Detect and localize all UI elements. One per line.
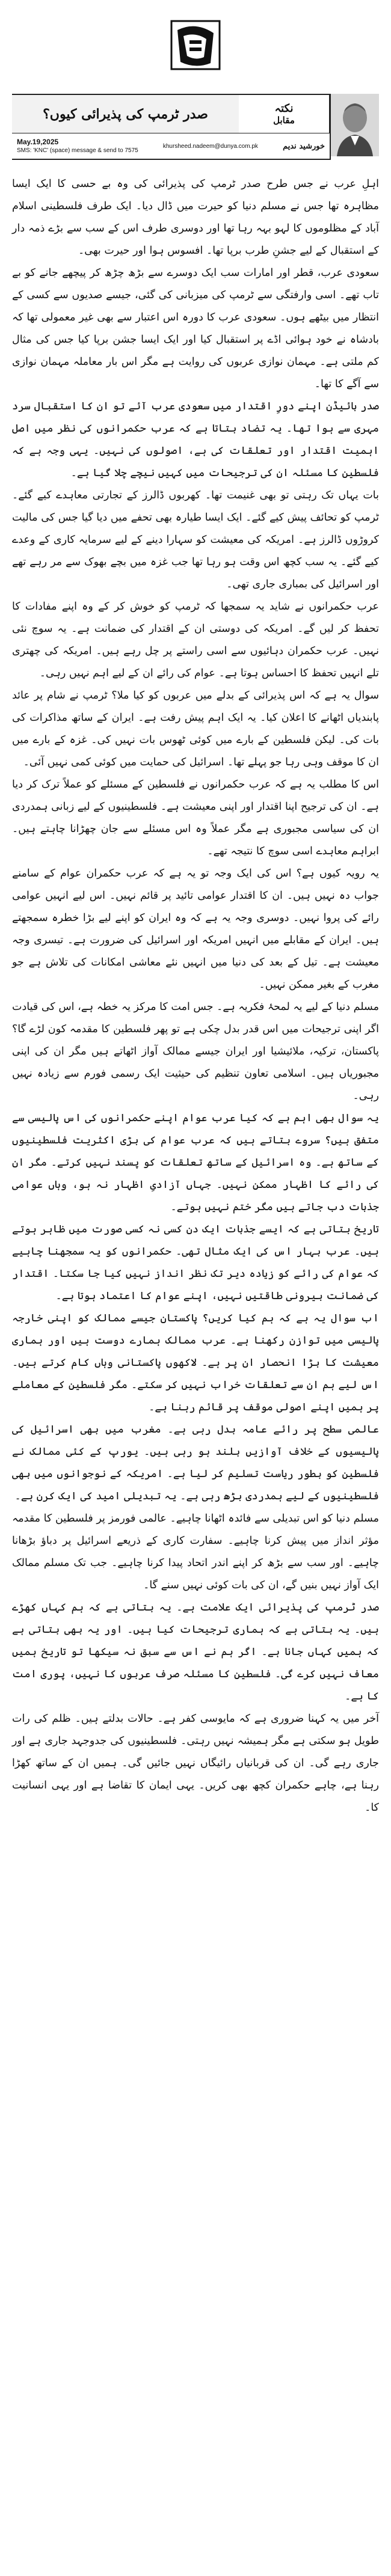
paragraph: صدر ٹرمپ کی پذیرائی ایک علامت ہے۔ یہ بتاتی ہے کہ ہم کہاں کھڑے ہیں۔ یہ بتاتی ہے کہ ہماری ترجیحات کیا ہیں۔ اور یہ بھی بتاتی ہے کہ ہمیں کہاں جانا ہے۔ اگر ہم نے اس سے سبق نہ سیکھا تو تاریخ ہمیں معاف نہیں کرے گی۔ فلسطین کا مسئلہ صرف عربوں کا نہیں، پوری امت کا ہے۔ [12, 1602, 379, 1703]
author-email[interactable]: khursheed.nadeem@dunya.com.pk [162, 142, 258, 150]
paragraph: اب سوال یہ ہے کہ ہم کیا کریں؟ پاکستان جیسے ممالک کو اپنی خارجہ پالیسی میں توازن رکھنا ہے۔ عرب ممالک ہمارے دوست ہیں اور ہماری معیشت کا بڑا انحصار ان پر ہے۔ لاکھوں پاکستانی وہاں کام کرتے ہیں۔ اس لیے ہم ان سے تعلقات خراب نہیں کر سکتے۔ مگر فلسطین کے معاملے پر ہمیں اپنے اصولی موقف پر قائم رہنا ہے۔ [12, 1312, 379, 1413]
paragraph: صدر بائیڈن اپنے دورِ اقتدار میں سعودی عرب آئے تو ان کا استقبال سرد مہری سے ہوا تھا۔ یہ تضاد بتاتا ہے کہ عرب حکمرانوں کی نظر میں اصل اہمیت اقتدار اور تعلقات کی ہے، اصولوں کی نہیں۔ یہی وجہ ہے کہ فلسطین کا مسئلہ ان کی ترجیحات میں کہیں نیچے چلا گیا ہے۔ [12, 400, 379, 479]
author-name: خورشید ندیم [283, 141, 325, 151]
paragraph: بات یہاں تک رہتی تو بھی غنیمت تھا۔ کھربوں ڈالرز کے تجارتی معاہدے کیے گئے۔ ٹرمپ کو تحائف پیش کیے گئے۔ ایک ایسا طیارہ بھی تحفے میں دیا گیا جس کی مالیت کروڑوں ڈالرز ہے۔ امریکہ کی معیشت کو سہارا دینے کے لیے سرمایہ کاری کے وعدے کیے گئے۔ یہ سب کچھ اس وقت ہو رہا تھا جب غزہ میں بچے بھوک سے مر رہے تھے اور اسرائیل کی بمباری جاری تھی۔ [12, 489, 379, 590]
paragraph: آخر میں یہ کہنا ضروری ہے کہ مایوسی کفر ہے۔ حالات بدلتے ہیں۔ ظلم کی رات طویل ہو سکتی ہے مگر ہمیشہ نہیں رہتی۔ فلسطینیوں کی جدوجہد جاری ہے اور جاری رہے گی۔ ان کی قربانیاں رائیگاں نہیں جائیں گی۔ ہمیں ان کے ساتھ کھڑا رہنا ہے، چاہے حکمران کچھ بھی کریں۔ یہی ایمان کا تقاضا ہے اور یہی انسانیت کا۔ [12, 1713, 379, 1814]
column-name-box [239, 95, 330, 133]
column-name-line2: مقابل [273, 114, 295, 126]
paragraph: سعودی عرب، قطر اور امارات سب ایک دوسرے سے بڑھ چڑھ کر پیچھے جانے کو بے تاب تھے۔ اسی وارفتگی سے ٹرمپ کی میزبانی کی گئی، جیسے صدیوں سے کسی کے انتظار میں بیٹھے ہوں۔ سعودی عرب کا دورہ اس اعتبار سے بھی غیر معمولی تھا کہ بادشاہ نے خود ہوائی اڈے پر استقبال کیا اور ایک ایسا جشن برپا کیا جس کی مثال کم ملتی ہے۔ مہمان نوازی عربوں کی روایت ہے مگر اس بار معاملہ مہمان نوازی سے آگے کا تھا۔ [12, 267, 379, 390]
paragraph: عالمی سطح پر رائے عامہ بدل رہی ہے۔ مغرب میں بھی اسرائیل کی پالیسیوں کے خلاف آوازیں بلند ہو رہی ہیں۔ یورپ کے کئی ممالک نے فلسطین کو بطور ریاست تسلیم کر لیا ہے۔ امریکہ کے نوجوانوں میں بھی فلسطینیوں کے لیے ہمدردی بڑھ رہی ہے۔ یہ تبدیلی امید کی ایک کرن ہے۔ [12, 1424, 379, 1502]
paragraph: مسلم دنیا کو اس تبدیلی سے فائدہ اٹھانا چاہیے۔ عالمی فورمز پر فلسطین کا مقدمہ مؤثر انداز میں پیش کرنا چاہیے۔ سفارت کاری کے ذریعے اسرائیل پر دباؤ بڑھانا چاہیے۔ اور سب سے بڑھ کر اپنے اندر اتحاد پیدا کرنا چاہیے۔ جب تک مسلم ممالک ایک آواز نہیں بنیں گے، ان کی بات کوئی نہیں سنے گا۔ [12, 1513, 379, 1591]
page [12, 0, 379, 1819]
paragraph: تاریخ بتاتی ہے کہ ایسے جذبات ایک دن کسی نہ کسی صورت میں ظاہر ہوتے ہیں۔ عرب بہار اس کی ایک مثال تھی۔ حکمرانوں کو یہ سمجھنا چاہیے کہ عوام کی رائے کو زیادہ دیر تک نظر انداز نہیں کیا جا سکتا۔ اقتدار کی ضمانت بیرونی طاقتیں نہیں، اپنے عوام کا اعتماد ہوتا ہے۔ [12, 1223, 379, 1302]
paragraph: یہ سوال بھی اہم ہے کہ کیا عرب عوام اپنے حکمرانوں کی اس پالیسی سے متفق ہیں؟ سروے بتاتے ہیں کہ عرب عوام کی بڑی اکثریت فلسطینیوں کے ساتھ ہے۔ وہ اسرائیل کے ساتھ تعلقات کو پسند نہیں کرتے۔ مگر ان کی رائے کا اظہار ممکن نہیں۔ جہاں آزادیِ اظہار نہ ہو، وہاں عوامی جذبات دب جاتے ہیں مگر ختم نہیں ہوتے۔ [12, 1112, 379, 1213]
dunya-logo [153, 9, 238, 81]
column-name-line1: نکتہ [274, 102, 294, 115]
paragraph: سوال یہ ہے کہ اس پذیرائی کے بدلے میں عربوں کو کیا ملا؟ ٹرمپ نے شام پر عائد پابندیاں اٹھانے کا اعلان کیا۔ یہ ایک اہم پیش رفت ہے۔ ایران کے ساتھ مذاکرات کی بات کی۔ لیکن فلسطین کے بارے میں کوئی ٹھوس بات نہیں کی۔ غزہ کے بارے میں ان کا موقف وہی رہا جو پہلے تھا۔ اسرائیل کی حمایت میں کوئی کمی نہیں آئی۔ [12, 690, 379, 768]
publish-date: May.19,2025 [17, 137, 59, 146]
paragraph: اہلِ عرب نے جس طرح صدر ٹرمپ کی پذیرائی کی وہ بے حسی کا ایک ایسا مظاہرہ تھا جس نے مسلم دنیا کو حیرت میں ڈال دیا۔ ایک طرف فلسطینی اسلام آباد کے مظلوموں کا لہو بہہ رہا تھا اور دوسری طرف اس کے سب سے بڑے ذمہ دار کے استقبال کے لیے جشنِ طرب برپا تھا۔ افسوس ہوا اور حیرت بھی۔ [12, 178, 379, 257]
paragraph: عرب حکمرانوں نے شاید یہ سمجھا کہ ٹرمپ کو خوش کر کے وہ اپنے مفادات کا تحفظ کر لیں گے۔ امریکہ کی دوستی ان کے اقتدار کی ضمانت ہے۔ یہ سوچ نئی نہیں۔ عرب حکمران دہائیوں سے اسی راستے پر چل رہے ہیں۔ امریکہ کی چھتری تلے انہیں تحفظ کا احساس ہوتا ہے۔ عوام کی رائے ان کے لیے اہم نہیں رہی۔ [12, 601, 379, 679]
banner-bottom [12, 133, 330, 159]
banner-top [12, 95, 330, 133]
article-headline: صدر ٹرمپ کی پذیرائی کیوں؟ [12, 95, 239, 133]
date-sms-block [17, 138, 138, 155]
paragraph: اس کا مطلب یہ ہے کہ عرب حکمرانوں نے فلسطین کے مسئلے کو عملاً ترک کر دیا ہے۔ ان کی ترجیح اپنا اقتدار اور اپنی معیشت ہے۔ فلسطینیوں کے لیے زبانی ہمدردی ان کی سیاسی مجبوری ہے مگر عملاً وہ اس مسئلے سے جان چھڑانا چاہتے ہیں۔ ابراہم معاہدے اسی سوچ کا نتیجہ تھے۔ [12, 779, 379, 857]
sms-instruction: SMS: 'KNC' (space) message & send to 7575 [17, 147, 138, 154]
article-body [12, 173, 379, 1819]
paragraph: یہ رویہ کیوں ہے؟ اس کی ایک وجہ تو یہ ہے کہ عرب حکمران عوام کے سامنے جواب دہ نہیں ہیں۔ ان کا اقتدار عوامی تائید پر قائم نہیں۔ اس لیے انہیں عوامی رائے کی پروا نہیں۔ دوسری وجہ یہ ہے کہ وہ ایران کو اپنے لیے بڑا خطرہ سمجھتے ہیں۔ ایران کے مقابلے میں انہیں امریکہ اور اسرائیل کی ضرورت ہے۔ تیسری وجہ معیشت ہے۔ تیل کے بعد کی دنیا میں انہیں نئے معاشی امکانات کی تلاش ہے جو مغرب کے بغیر ممکن نہیں۔ [12, 867, 379, 991]
newspaper-masthead [12, 0, 379, 90]
banner-box [12, 94, 331, 160]
column-banner [12, 94, 379, 160]
paragraph: مسلم دنیا کے لیے یہ لمحۂ فکریہ ہے۔ جس امت کا مرکز یہ خطہ ہے، اس کی قیادت اگر اپنی ترجیحات میں اس قدر بدل چکی ہے تو پھر فلسطین کا مقدمہ کون لڑے گا؟ پاکستان، ترکیہ، ملائیشیا اور ایران جیسے ممالک آواز اٹھاتے ہیں مگر ان کی اپنی مجبوریاں ہیں۔ اسلامی تعاون تنظیم کی حیثیت ایک رسمی فورم سے زیادہ نہیں رہی۔ [12, 1001, 379, 1102]
author-photo [331, 94, 379, 156]
